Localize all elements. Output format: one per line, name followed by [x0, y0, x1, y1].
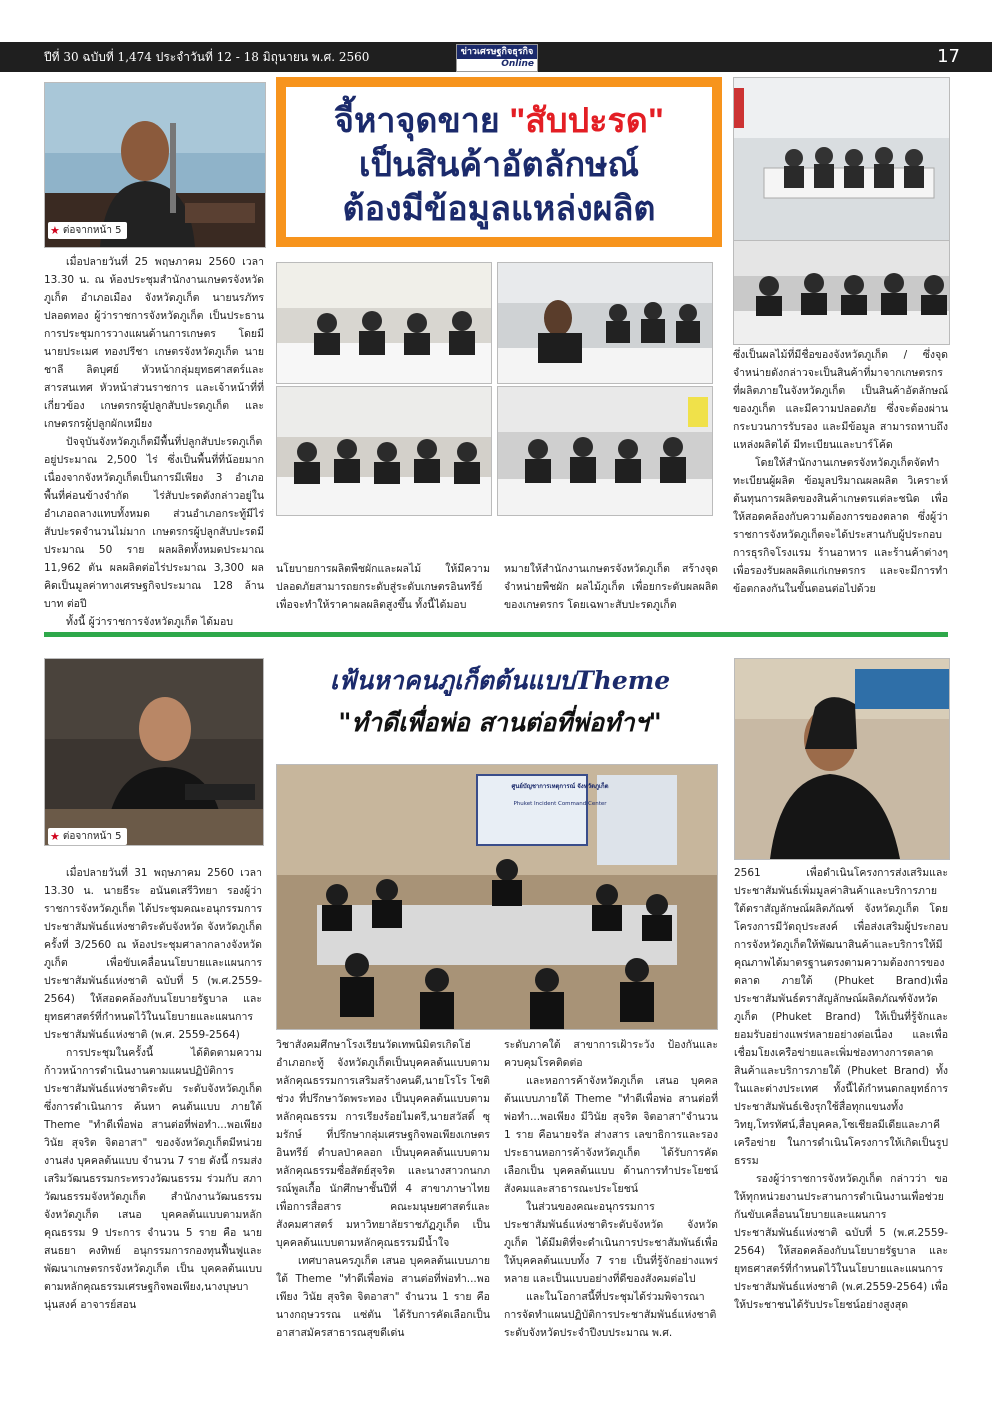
- paragraph: เมื่อปลายวันที่ 31 พฤษภาคม 2560 เวลา 13.30 น. นายธีระ อนันตเสรีวิทยา รองผู้ว่าราชการจังหวัดภูเก็ต ได้ประชุมคณะอนุกรรมการประชาสัมพันธ์แห่งชาติระดับจังหวัด จังหวัดภูเก็ต ครั้งที่ 3/2560 ณ ห้องประชุมศาลากลางจังหวัดภูเก็ต เพื่อขับเคลื่อนนโยบายและแผนการประชาสัมพันธ์แห่งชาติ ฉบับที่ 5 (พ.ศ.2559-2564) ให้สอดคล้องกับนโยบายรัฐบาล และยุทธศาสตร์ที่กำหนดไว้ในนโยบายและแผนการประชาสัมพันธ์แห่งชาติ (พ.ศ. 2559-2564): [44, 867, 262, 1041]
- paragraph: โดยให้สำนักงานเกษตรจังหวัดภูเก็ตจัดทำทะเบียนผู้ผลิต ข้อมูลปริมาณผลผลิต วิเคราะห์ต้นทุนการผลิตของสินค้าเกษตรแต่ละชนิด เพื่อให้สอดคล้องกับความต้องการของตลาด ซึ่งผู้ว่าราชการจังหวัดภูเก็ตจะได้ประสานกับผู้ประกอบการธุรกิจโรงแรม ร้านอาหาร และร้านค้าต่างๆ เพื่อรองรับผลผลิตแก่เกษตรกร และจะมีการทำข้อตกลงกันในขั้นตอนต่อไปด้วย: [733, 457, 948, 595]
- star-icon: ★: [50, 830, 60, 843]
- article2-col3: [504, 1036, 718, 1384]
- paragraph: ในส่วนของคณะอนุกรรมการประชาสัมพันธ์แห่งชาติระดับจังหวัด จังหวัดภูเก็ต ได้มีมติที่จะดำเนินการประชาสัมพันธ์เพื่อให้บุคคลต้นแบบทั้ง 7 ราย เป็นที่รู้จักอย่างแพร่หลาย และเป็นแบบอย่างที่ดีของสังคมต่อไป: [504, 1201, 718, 1285]
- paragraph: และในโอกาสนี้ที่ประชุมได้ร่วมพิจารณาการจัดทำแผนปฏิบัติการประชาสัมพันธ์แห่งชาติระดับจังหวัดประจำปีงบประมาณ พ.ศ.: [504, 1291, 717, 1339]
- paragraph: วิชาสังคมศึกษาโรงเรียนวัดเทพนิมิตรเกิดโฮ่ อำเภอกะทู้ จังหวัดภูเก็ตเป็นบุคคลต้นแบบตามหลักคุณธรรมการเสริมสร้างคนดี,นายโรโร โชติช่วง ที่ปรึกษาวัดพระทอง เป็นบุคคลต้นแบบตามหลักคุณธรรม การเรียงร้อยไมตรี,นายสวัสดิ์ ซุมรักษ์ ที่ปรึกษากลุ่มเศรษฐกิจพอเพียงเกษตรอินทรีย์ ตำบลป่าคลอก เป็นบุคคลต้นแบบตามหลักคุณธรรมซื่อสัตย์สุจริต และนางสาวกนกภรณ์พูลเกื้อ นักศึกษาชั้นปีที่ 4 สาขาภาษาไทยเพื่อการสื่อสาร คณะมนุษยศาสตร์และสังคมศาสตร์ มหาวิทยาลัยราชภัฏภูเก็ต เป็นบุคคลต้นแบบตามหลักคุณธรรมมีน้ำใจ: [276, 1039, 490, 1249]
- issue-line: ปีที่ 30 ฉบับที่ 1,474 ประจำวันที่ 12 - 18 มิถุนายน พ.ศ. 2560: [44, 50, 370, 64]
- paragraph: ทั้งนี้ ผู้ว่าราชการจังหวัดภูเก็ต ได้มอบ: [66, 616, 233, 628]
- article1-col2: [276, 560, 490, 614]
- article2-col2: [276, 1036, 490, 1384]
- paragraph: 2561 เพื่อดำเนินโครงการส่งเสริมและประชาสัมพันธ์เพิ่มมูลค่าสินค้าและบริการภายใต้ตราสัญลักษณ์ผลิตภัณฑ์ จังหวัดภูเก็ต โดยโครงการมีวัตถุประสงค์ เพื่อส่งเสริมผู้ประกอบการจังหวัดภูเก็ตให้พัฒนาสินค้าและบริการให้มีคุณภาพได้มาตรฐานตรงตามความต้องการของตลาด ภายใต้ (Phuket Brand)เพื่อประชาสัมพันธ์ตราสัญลักษณ์ผลิตภัณฑ์จังหวัดภูเก็ต (Phuket Brand) ให้เป็นที่รู้จักและยอมรับอย่างแพร่หลายอย่างต่อเนื่อง และเพื่อเชื่อมโยงเครือข่ายและเพิ่มช่องทางการตลาดสินค้าและบริการภายใต้ (Phuket Brand) ทั้งในและต่างประเทศ ทั้งนี้ได้กำหนดกลยุทธ์การประชาสัมพันธ์เชิงรุกใช้สื่อทุกแขนงทั้งวิทยุ,โทรทัศน์,สื่อบุคคล,โซเชียลมีเดียและภาคีเครือข่าย ในการดำเนินโครงการให้เกิดเป็นรูปธรรม: [734, 867, 948, 1167]
- article1-col4: [733, 346, 948, 598]
- masthead-logo: [456, 44, 538, 72]
- paragraph: และหอการค้าจังหวัดภูเก็ต เสนอ บุคคลต้นแบบภายใต้ Theme "ทำดีเพื่อพ่อ สานต่อที่พ่อทำ...พอเพียง มีวินัย สุจริต จิตอาสา"จำนวน 1 ราย คือนายจรัล ส่างสาร เลขาธิการและรองประธานหอการค้าจังหวัดภูเก็ต ได้รับการคัดเลือกเป็น บุคคลต้นแบบ ด้านการทำประโยชน์สังคมและสาธารณะประโยชน์: [504, 1075, 718, 1195]
- meeting-photo-grid-1: [276, 262, 492, 384]
- meeting-photo-right-top: [733, 77, 950, 241]
- portrait-photo-vice-governor: [44, 658, 264, 846]
- paragraph: นโยบายการผลิตพืชผักและผลไม้ ให้มีความปลอดภัยสามารถยกระดับสู่ระดับเกษตรอินทรีย์ เพื่อจะทำให้ราคาผลผลิตสูงขึ้น ทั้งนี้ได้มอบ: [276, 563, 490, 611]
- headline-text-1a: จี้หาจุดขาย: [334, 102, 510, 140]
- article1-col3: [504, 560, 718, 614]
- headline-line-3: ต้องมีข้อมูลแหล่งผลิต: [342, 190, 656, 228]
- logo-sub: Online: [501, 59, 534, 69]
- paragraph: ซึ่งเป็นผลไม้ที่มีชื่อของจังหวัดภูเก็ต / ซึ่งจุดจำหน่ายดังกล่าวจะเป็นสินค้าที่มาจากเกษตรกรที่ผลิตภายในจังหวัดภูเก็ต เป็นสินค้าอัตลักษณ์ของภูเก็ต และมีความปลอดภัย ซึ่งจะต้องผ่านกระบวนการรับรอง และมีข้อมูล สามารถหาบถึงแหล่งผลิตได้ มีทะเบียนและบาร์โค้ด: [733, 349, 948, 451]
- paragraph: ระดับภาคใต้ สาขาการเฝ้าระวัง ป้องกันและควบคุมโรคติดต่อ: [504, 1039, 718, 1069]
- star-icon: ★: [50, 224, 60, 237]
- article1-col1: [44, 253, 264, 628]
- page-number: 17: [937, 46, 960, 67]
- continued-label: ต่อจากหน้า 5: [62, 225, 122, 236]
- article2-col1: [44, 864, 262, 1384]
- portrait-photo-woman: [734, 658, 950, 860]
- continued-tag: [48, 222, 127, 239]
- headline2-line-2: "ทำดีเพื่อพ่อ สานต่อที่พ่อทำฯ": [338, 708, 662, 737]
- continued-label: ต่อจากหน้า 5: [62, 831, 122, 842]
- paragraph: เมื่อปลายวันที่ 25 พฤษภาคม 2560 เวลา 13.30 น. ณ ห้องประชุมสำนักงานเกษตรจังหวัดภูเก็ต อำเภอเมือง จังหวัดภูเก็ต นายนรภัทร ปลอดทอง ผู้ว่าราชการจังหวัดภูเก็ต เป็นประธานการประชุมการวางแผนด้านการเกษตร โดยมี นายประเมศ ทองปรีชา เกษตรจังหวัดภูเก็ต นายชาลี ลิตบุศย์ หัวหน้ากลุ่มยุทธศาสตร์และสารสนเทศ หัวหน้าส่วนราชการ และเจ้าหน้าที่ที่เกี่ยวข้อง เกษตรกรผู้ปลูกสับปะรดภูเก็ต และเกษตรกรผู้ปลูกผักเหมียง: [44, 256, 264, 430]
- paragraph: รองผู้ว่าราชการจังหวัดภูเก็ต กล่าวว่า ขอให้ทุกหน่วยงานประสานการดำเนินงานเพื่อช่วยกันขับเคลื่อนนโยบายและแผนการประชาสัมพันธ์แห่งชาติ ฉบับที่ 5 (พ.ศ.2559-2564) ให้สอดคล้องกับนโยบายรัฐบาล และยุทธศาสตร์ที่กำหนดไว้ในนโยบายและแผนการประชาสัมพันธ์แห่งชาติ (พ.ศ.2559-2564) เพื่อให้ประชาชนได้รับประโยชน์อย่างสูงสุด: [734, 1173, 948, 1311]
- headline-line-1: [286, 99, 712, 143]
- paragraph: ปัจจุบันจังหวัดภูเก็ตมีพื้นที่ปลูกสับปะรดภูเก็ตอยู่ประมาณ 2,500 ไร่ ซึ่งเป็นพื้นที่ที่น้อยมากเนื่องจากจังหวัดภูเก็ตเป็นการมีเพียง 3 อำเภอ พื้นที่ค่อนข้างจำกัด ไร่สับปะรดดังกล่าวอยู่ในอำเภอถลางแทบทั้งหมด ส่วนอำเภอกระทู้มีไร่สับปะรดจำนวนไม่มาก เกษตรกรผู้ปลูกสับปะรดมีประมาณ 50 ราย ผลผลิตทั้งหมดประมาณ 11,962 ตัน ผลผลิตต่อไร่ประมาณ 3,300 ผล คิดเป็นมูลค่าทางเศรษฐกิจประมาณ 128 ล้านบาท ต่อปี: [44, 436, 264, 610]
- meeting-photo-right-bottom: [733, 240, 950, 345]
- headline-highlight: "สับปะรด": [509, 102, 664, 140]
- headline-box: [276, 77, 722, 247]
- meeting-photo-grid-3: [276, 386, 492, 516]
- headline2-line-1: เฟ้นหาคนภูเก็ตต้นแบบTheme: [329, 666, 671, 695]
- headline-line-2: เป็นสินค้าอัตลักษณ์: [358, 146, 640, 184]
- sign-english: Phuket Incident Command Center: [513, 801, 607, 807]
- paragraph: หมายให้สำนักงานเกษตรจังหวัดภูเก็ต สร้างจุดจำหน่ายพืชผัก ผลไม้ภูเก็ต เพื่อยกระดับผลผลิตของเกษตรกร โดยเฉพาะสับปะรดภูเก็ต: [504, 563, 718, 611]
- paragraph: การประชุมในครั้งนี้ ได้ติดตามความก้าวหน้าการดำเนินงานตามแผนปฏิบัติการประชาสัมพันธ์แห่งชาติระดับ ระดับจังหวัดภูเก็ต ซึ่งการดำเนินการ ค้นหา คนต้นแบบ ภายใต้ Theme "ทำดีเพื่อพ่อ สานต่อที่พ่อทำ...พอเพียง วินัย สุจริต จิตอาสา" ของจังหวัดภูเก็ตมีหน่วยงานส่ง บุคคลต้นแบบ จำนวน 7 ราย ดังนี้ กรมส่งเสริมวัฒนธรรมกระทรวงวัฒนธรรม ร่วมกับ สภาวัฒนธรรมจังหวัดภูเก็ต สำนักงานวัฒนธรรมจังหวัดภูเก็ต เสนอ บุคคลต้นแบบตามหลักคุณธรรม 9 ประการ จำนวน 5 ราย คือ นายสนธยา คงทิพย์ อนุกรรมการกองทุนฟื้นฟูและพัฒนาเกษตรกรจังหวัดภูเก็ต เป็น บุคคลต้นแบบตามหลักคุณธรรมเศรษฐกิจพอเพียง,นางบุษบา นุ่นสงค์ อาจารย์สอน: [44, 1047, 262, 1311]
- section-divider: [44, 632, 948, 637]
- command-center-meeting-photo: [276, 764, 718, 1030]
- logo-title: ข่าวเศรษฐกิจธุรกิจ: [457, 45, 537, 59]
- meeting-photo-grid-2: [497, 262, 713, 384]
- meeting-photo-grid-4: [497, 386, 713, 516]
- sign-thai: ศูนย์บัญชาการเหตุการณ์ จังหวัดภูเก็ต: [511, 783, 609, 790]
- continued-tag-2: [48, 828, 127, 845]
- article2-col4: [734, 864, 948, 1384]
- paragraph: เทศบาลนครภูเก็ต เสนอ บุคคลต้นแบบภายใต้ Theme "ทำดีเพื่อพ่อ สานต่อที่พ่อทำ...พอเพียง วินัย สุจริต จิตอาสา" จำนวน 1 ราย คือ นางกฤษวรรณ แซ่ตัน ได้รับการคัดเลือกเป็น อาสาสมัครสาธารณสุขดีเด่น: [276, 1255, 490, 1339]
- headline-2: [270, 660, 730, 744]
